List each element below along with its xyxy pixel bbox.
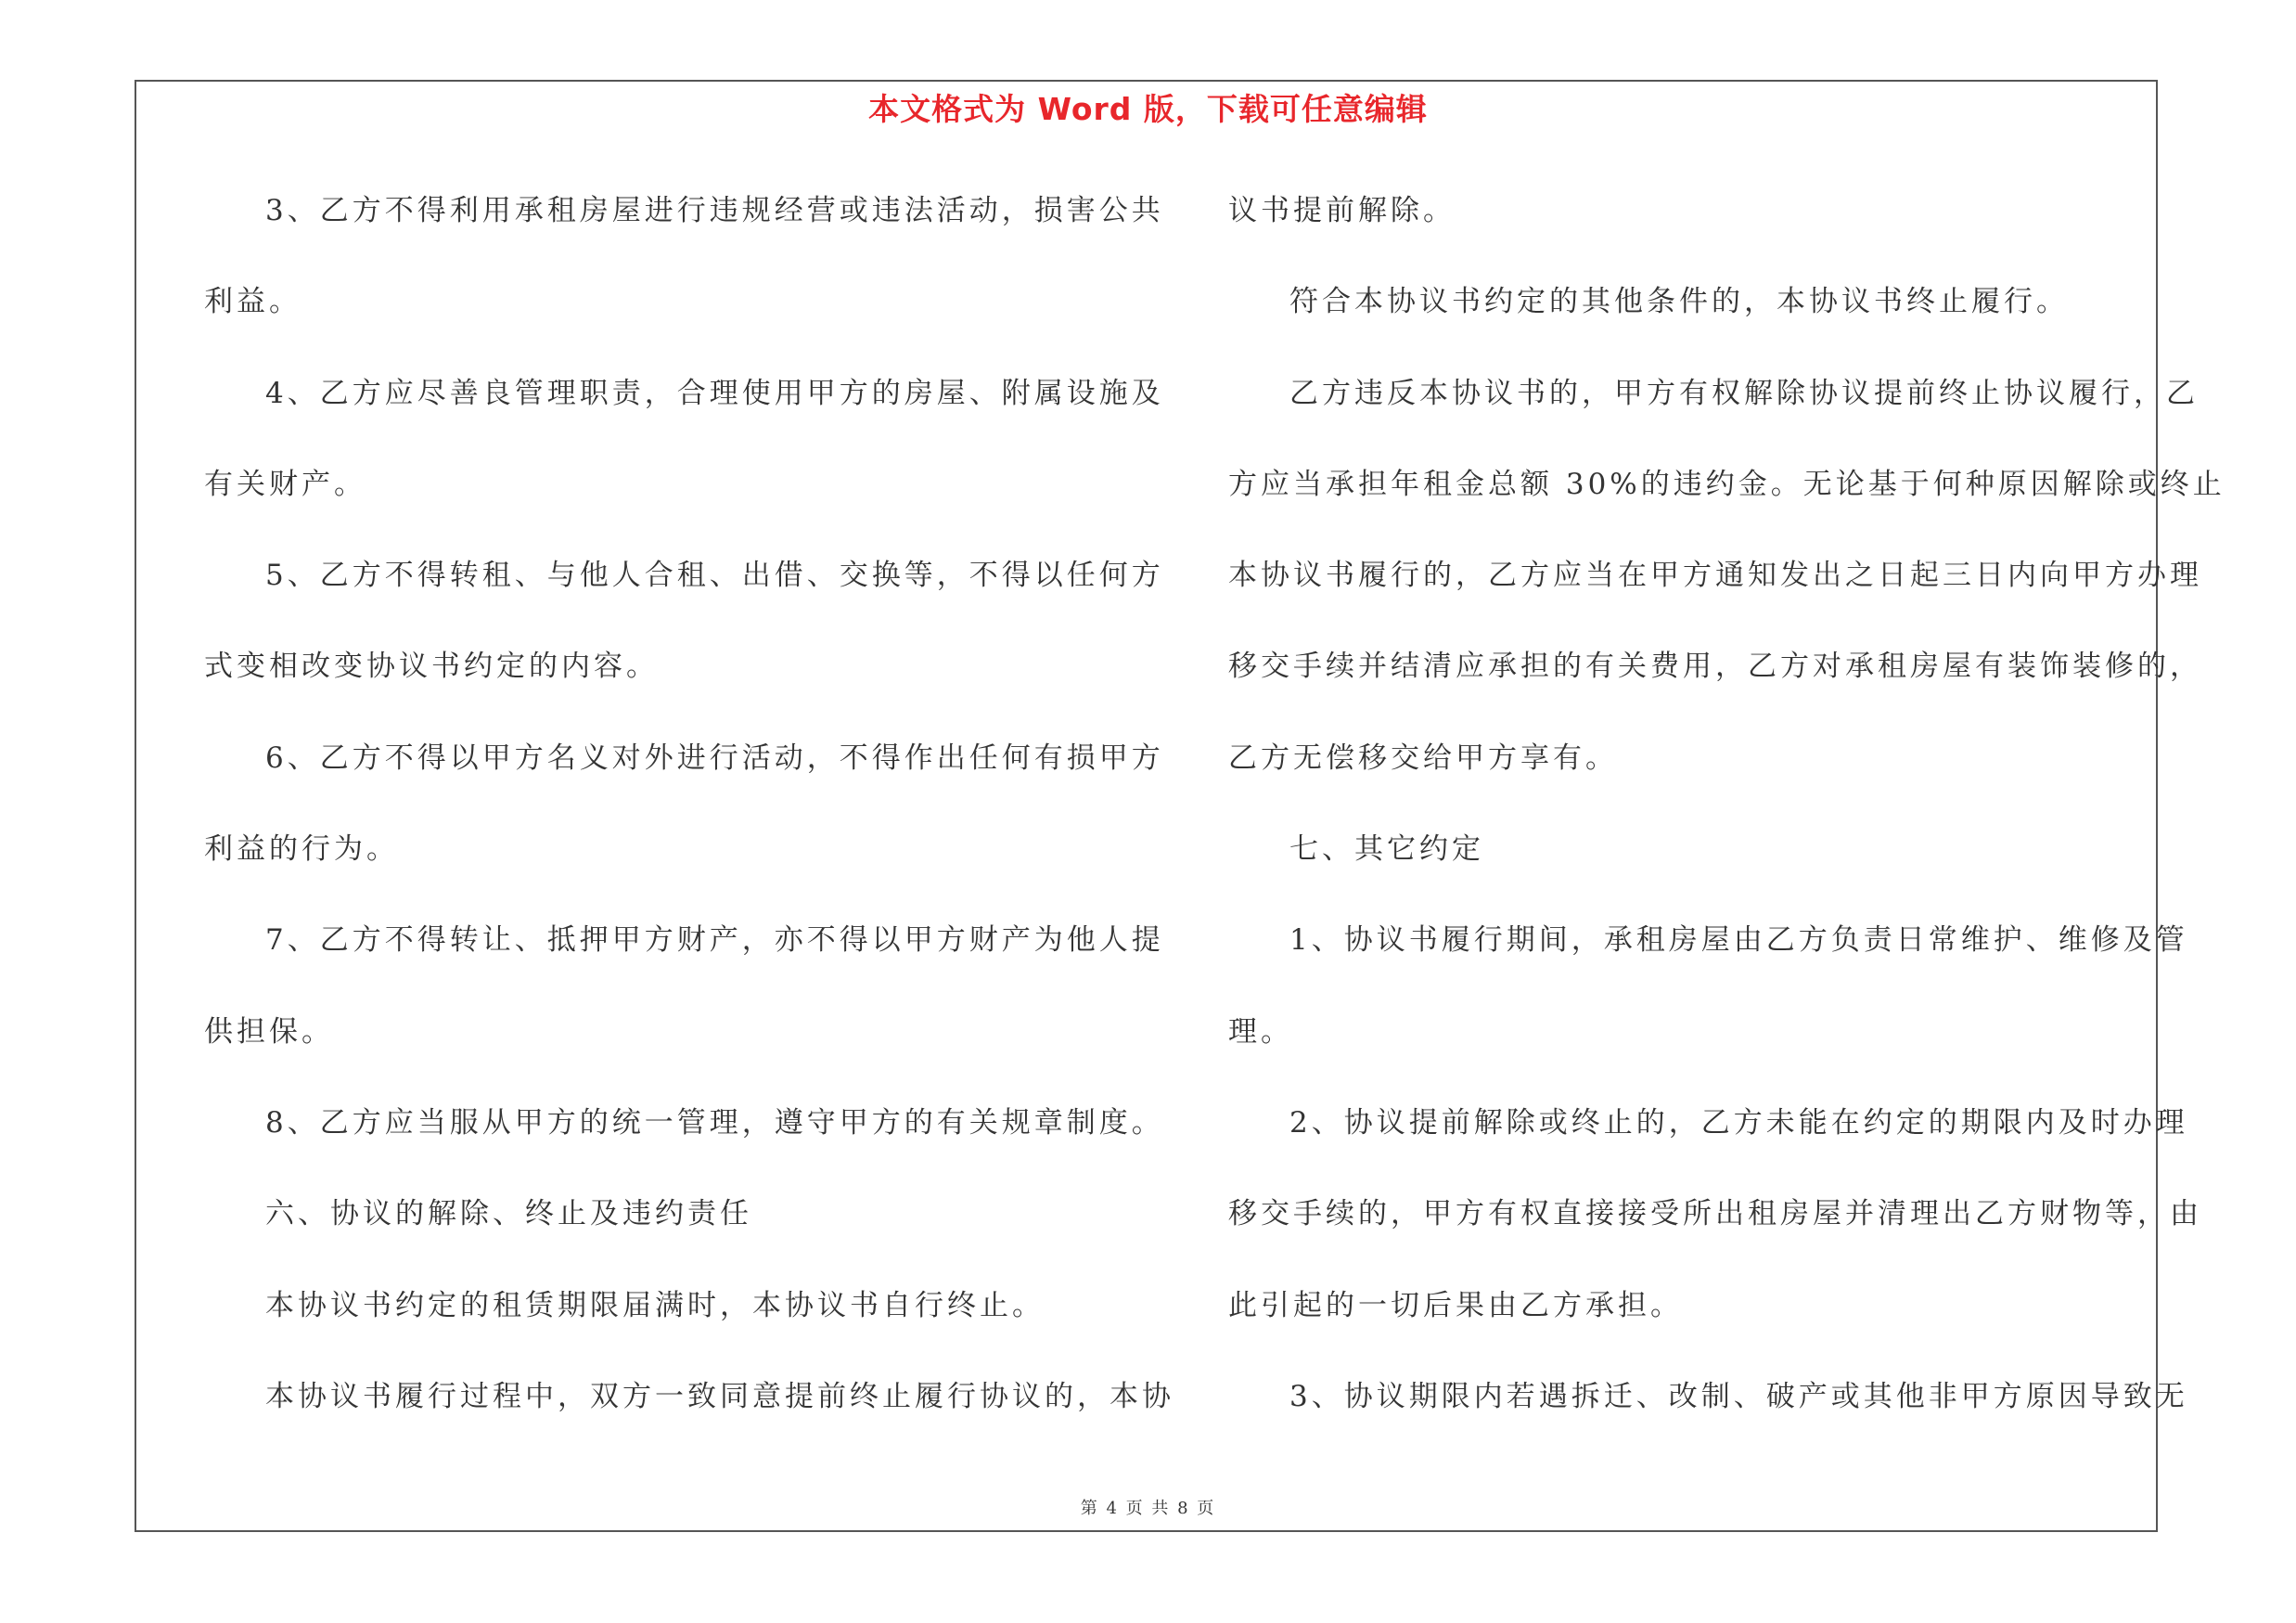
text-line: 本协议书履行的，乙方应当在甲方通知发出之日起三日内向甲方办理	[1228, 559, 2202, 593]
text-line: 六、协议的解除、终止及违约责任	[265, 1197, 752, 1231]
footer-prefix: 第	[1080, 1499, 1099, 1518]
footer-total-pages: 8	[1177, 1499, 1190, 1518]
text-line: 此引起的一切后果由乙方承担。	[1228, 1288, 1683, 1322]
page-footer	[0, 1495, 2296, 1519]
text-line: 5、乙方不得转租、与他人合租、出借、交换等，不得以任何方	[265, 559, 1164, 593]
text-line: 符合本协议书约定的其他条件的，本协议书终止履行。	[1289, 285, 2069, 319]
footer-current-page: 4	[1106, 1499, 1119, 1518]
text-line: 8、乙方应当服从甲方的统一管理，遵守甲方的有关规章制度。	[265, 1105, 1164, 1140]
text-line: 7、乙方不得转让、抵押甲方财产，亦不得以甲方财产为他人提	[265, 923, 1164, 958]
text-line: 有关财产。	[204, 467, 366, 501]
text-line: 方应当承担年租金总额 30%的违约金。无论基于何种原因解除或终止	[1228, 467, 2225, 501]
word-format-banner: 本文格式为 Word 版，下载可任意编辑	[868, 91, 1428, 127]
footer-suffix: 页	[1197, 1499, 1216, 1518]
text-line: 乙方违反本协议书的，甲方有权解除协议提前终止协议履行，乙	[1289, 376, 2199, 410]
text-line: 3、乙方不得利用承租房屋进行违规经营或违法活动，损害公共	[265, 194, 1164, 227]
text-line: 3、协议期限内若遇拆迁、改制、破产或其他非甲方原因导致无	[1289, 1379, 2188, 1413]
text-line: 6、乙方不得以甲方名义对外进行活动，不得作出任何有损甲方	[265, 741, 1164, 775]
text-line: 1、协议书履行期间，承租房屋由乙方负责日常维护、维修及管	[1289, 923, 2188, 958]
footer-mid: 页 共	[1125, 1499, 1171, 1518]
text-line: 利益。	[204, 285, 301, 319]
text-line: 理。	[1228, 1014, 1293, 1049]
text-line: 4、乙方应尽善良管理职责，合理使用甲方的房屋、附属设施及	[265, 376, 1164, 410]
text-line: 本协议书履行过程中，双方一致同意提前终止履行协议的，本协	[265, 1379, 1174, 1413]
text-line: 议书提前解除。	[1228, 194, 1456, 227]
left-column	[204, 181, 1174, 1458]
text-line: 式变相改变协议书约定的内容。	[204, 650, 659, 684]
text-line: 利益的行为。	[204, 832, 399, 867]
text-line: 本协议书约定的租赁期限届满时，本协议书自行终止。	[265, 1288, 1045, 1322]
right-column	[1228, 181, 2225, 1458]
text-line: 乙方无偿移交给甲方享有。	[1228, 741, 1618, 775]
text-line: 移交手续并结清应承担的有关费用，乙方对承租房屋有装饰装修的，	[1228, 650, 2202, 684]
text-line: 供担保。	[204, 1014, 334, 1049]
text-line: 移交手续的，甲方有权直接接受所出租房屋并清理出乙方财物等，由	[1228, 1197, 2202, 1231]
text-line: 2、协议提前解除或终止的，乙方未能在约定的期限内及时办理	[1289, 1105, 2188, 1140]
text-line: 七、其它约定	[1289, 832, 1484, 867]
